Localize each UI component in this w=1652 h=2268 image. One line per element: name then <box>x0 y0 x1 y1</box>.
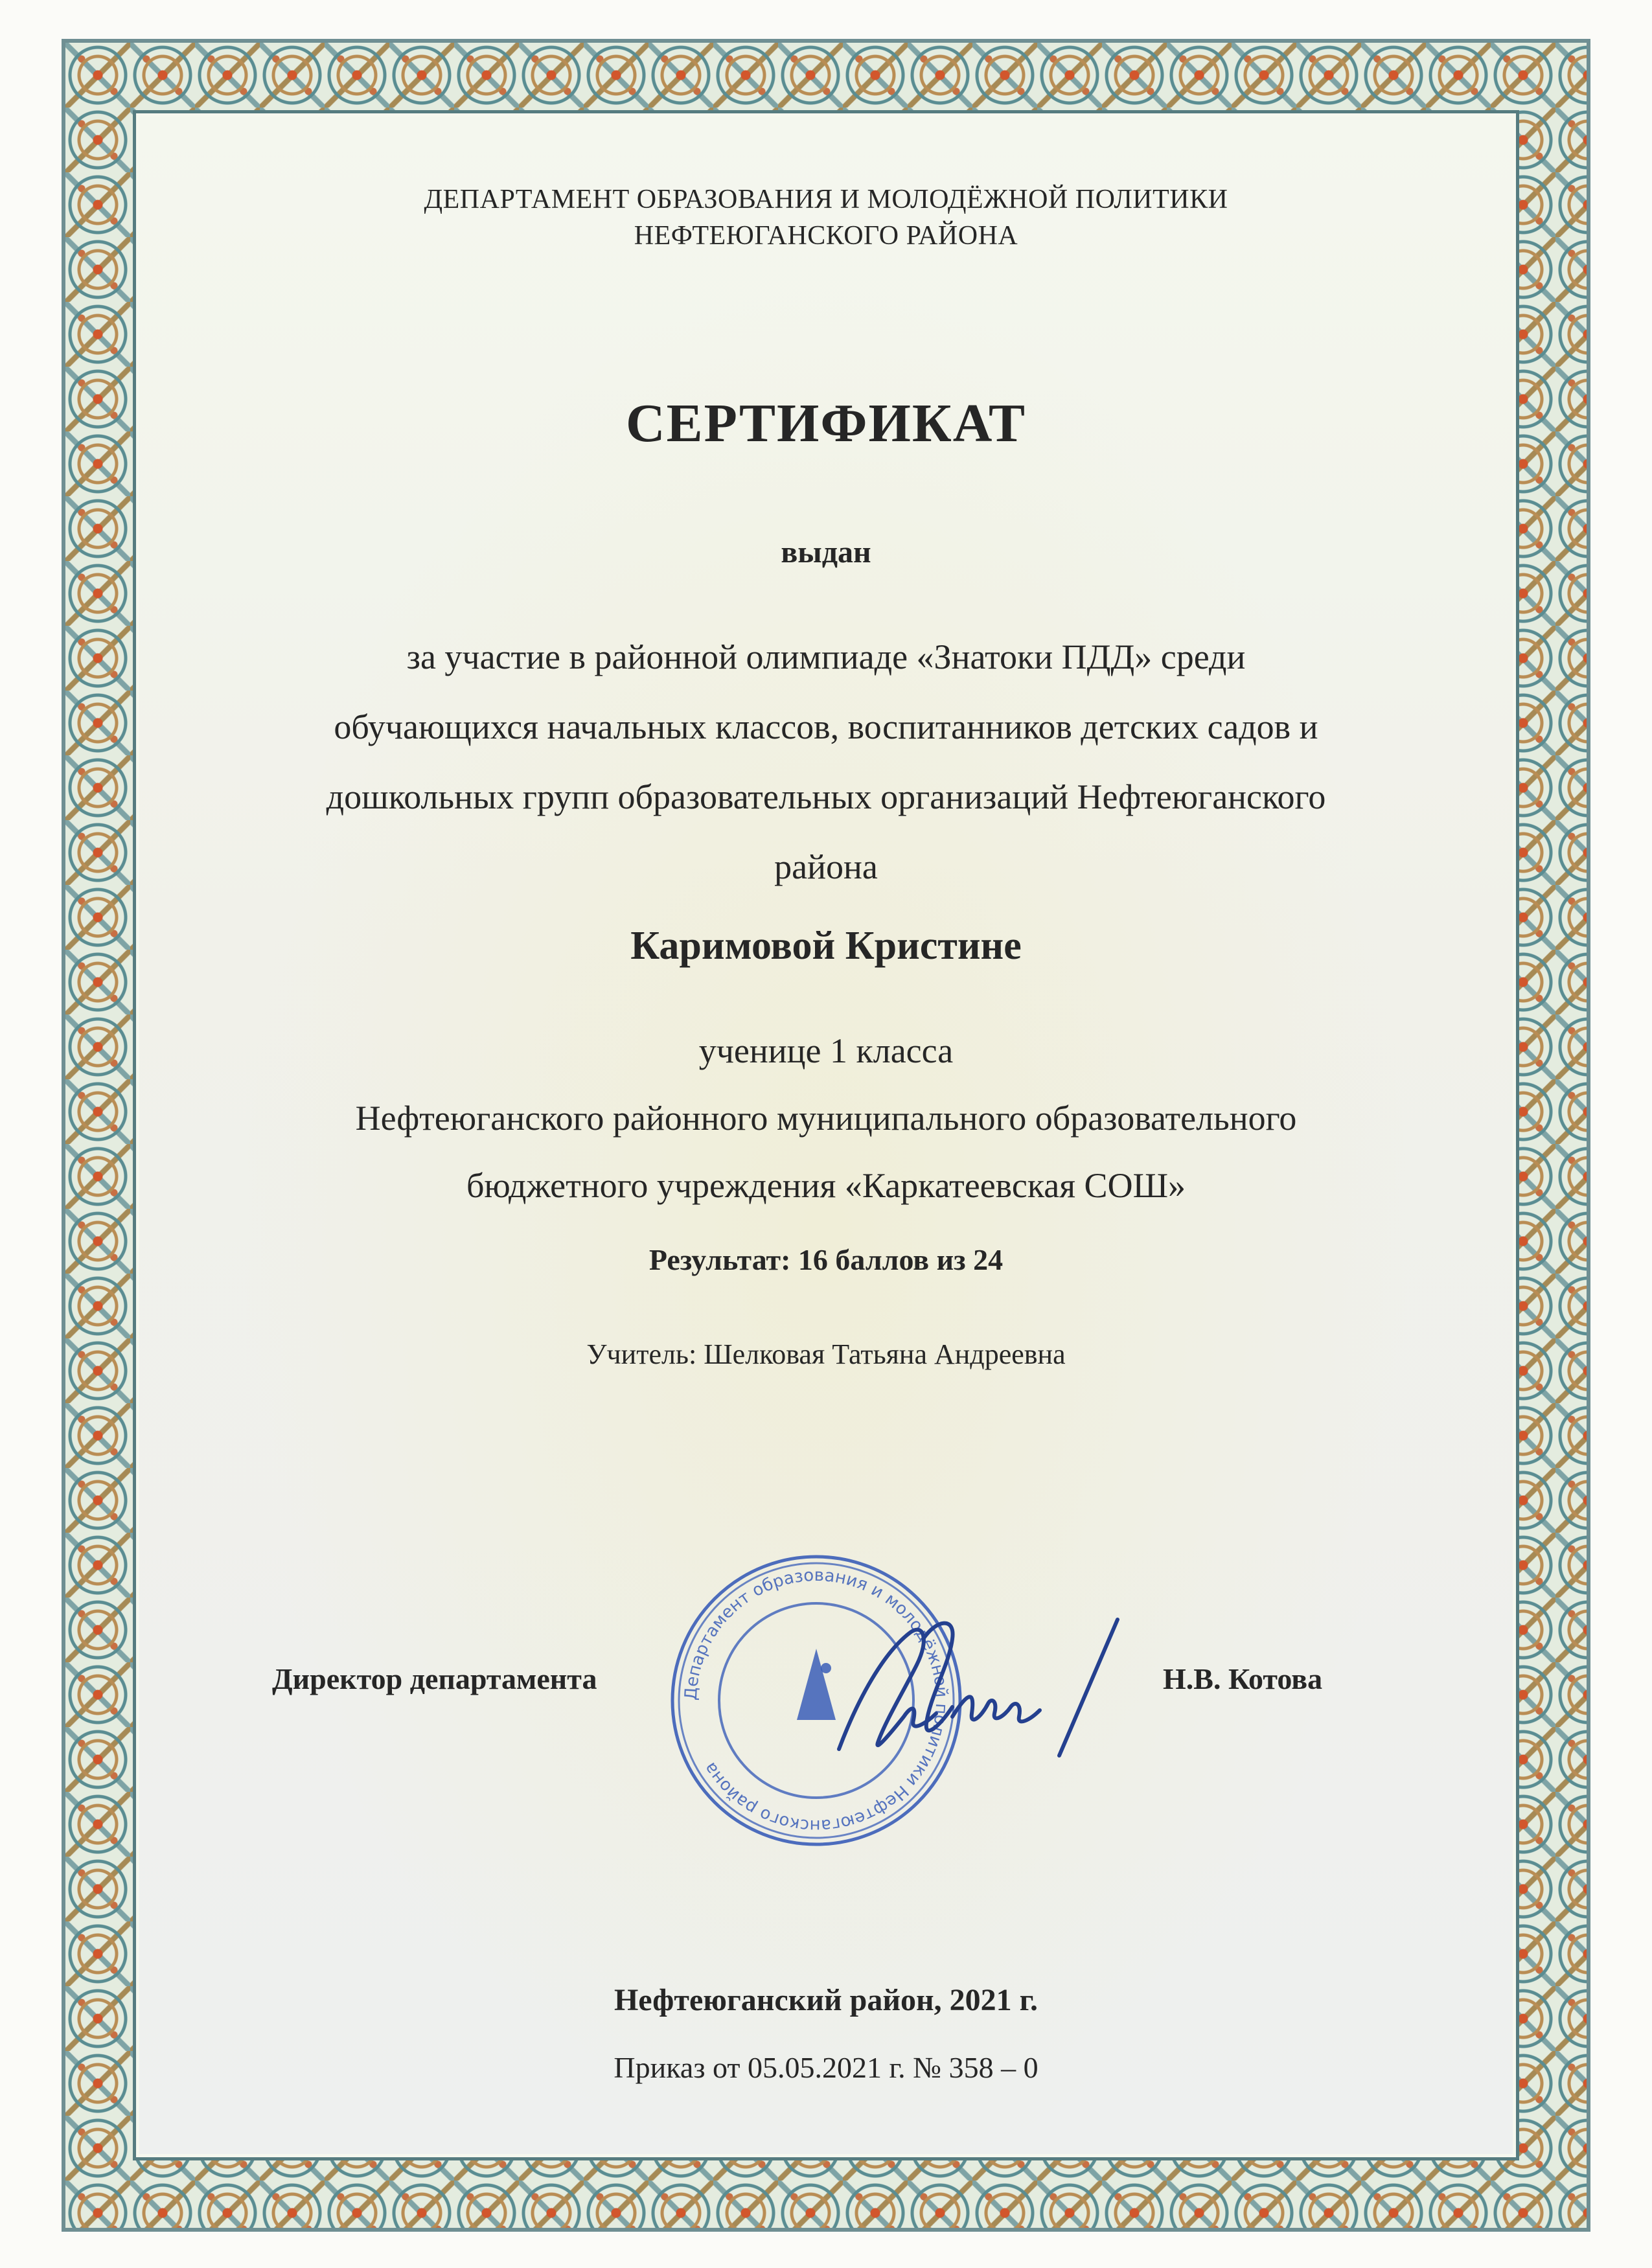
reason-line-1: за участие в районной олимпиаде «Знатоки ПДД» среди <box>406 637 1246 676</box>
school-line-1: Нефтеюганского районного муниципального образовательного <box>355 1099 1297 1138</box>
school-line-2: бюджетного учреждения «Каркатеевская СОШ» <box>466 1166 1186 1205</box>
department-line-2: НЕФТЕЮГАНСКОГО РАЙОНА <box>634 221 1018 251</box>
place-and-year: Нефтеюганский район, 2021 г. <box>614 1983 1038 2017</box>
stamp-text: Департамент образования и молодёжной политики Нефтеюганского района <box>681 1565 952 1836</box>
issued-label: выдан <box>781 535 871 569</box>
certificate-title: СЕРТИФИКАТ <box>625 393 1027 453</box>
recipient-name: Каримовой Кристине <box>630 924 1022 968</box>
order-reference: Приказ от 05.05.2021 г. № 358 – 0 <box>614 2051 1038 2084</box>
director-signature <box>813 1594 1176 1788</box>
department-line-1: ДЕПАРТАМЕНТ ОБРАЗОВАНИЯ И МОЛОДЁЖНОЙ ПОЛИТИКИ <box>424 185 1228 214</box>
director-title: Директор департамента <box>272 1662 597 1695</box>
director-name: Н.В. Котова <box>1163 1662 1323 1695</box>
reason-line-2: обучающихся начальных классов, воспитанников детских садов и <box>334 707 1318 746</box>
department-header <box>139 181 1513 254</box>
award-reason <box>191 622 1461 902</box>
result-score: Результат: 16 баллов из 24 <box>648 1243 1004 1276</box>
teacher-name: Учитель: Шелковая Татьяна Андреевна <box>586 1338 1066 1370</box>
reason-line-4: района <box>774 847 878 886</box>
reason-line-3: дошкольных групп образовательных организаций Нефтеюганского <box>326 777 1326 816</box>
recipient-grade: ученице 1 класса <box>698 1031 954 1070</box>
recipient-details <box>139 1017 1513 1219</box>
certificate-body <box>139 117 1513 2154</box>
